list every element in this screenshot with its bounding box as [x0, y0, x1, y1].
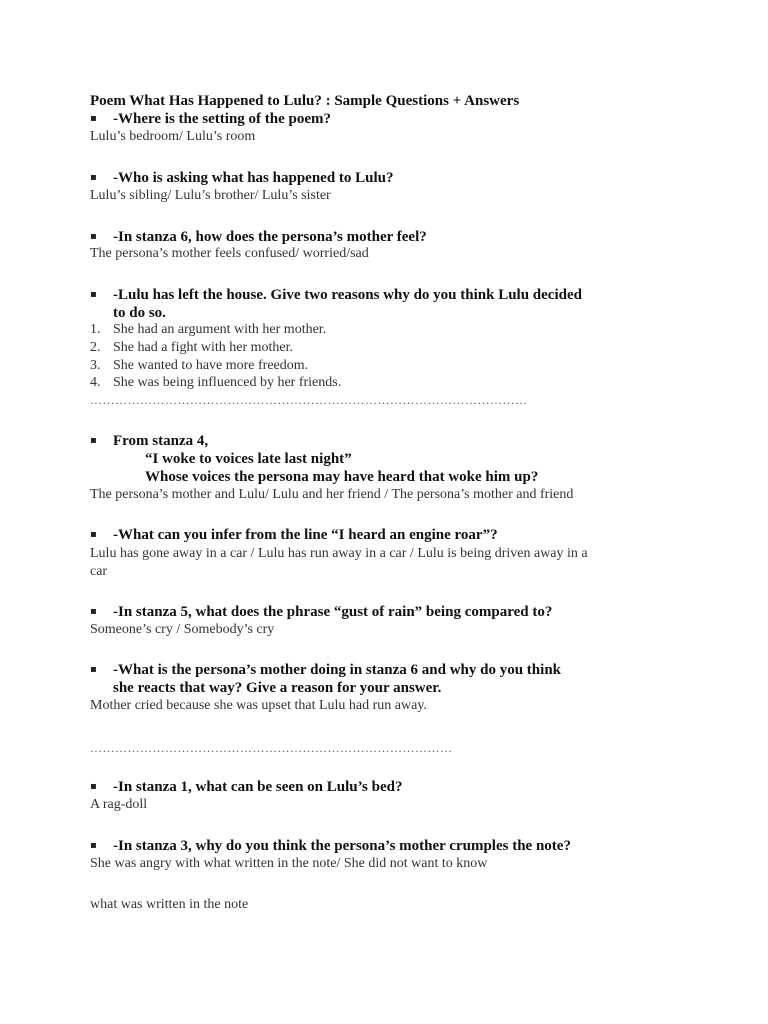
list-number: 3.: [90, 358, 101, 373]
list-number: 2.: [90, 340, 101, 355]
answer-3: The persona’s mother feels confused/ worried/sad: [90, 246, 369, 261]
list-item: She wanted to have more freedom.: [113, 358, 309, 373]
question-8-line-1: -What is the persona’s mother doing in stanza 6 and why do you think: [113, 662, 562, 678]
document-title: Poem What Has Happened to Lulu? : Sample Questions + Answers: [90, 93, 520, 109]
answer-6-line-1: Lulu has gone away in a car / Lulu has run away in a car / Lulu is being driven away in a: [90, 546, 588, 561]
answer-9: A rag-doll: [90, 797, 148, 812]
bullet-icon: ▪: [90, 840, 97, 851]
bullet-icon: ▪: [90, 435, 97, 446]
answer-2: Lulu’s sibling/ Lulu’s brother/ Lulu’s sister: [90, 188, 331, 203]
bullet-icon: ▪: [90, 606, 97, 617]
question-9: -In stanza 1, what can be seen on Lulu’s bed?: [113, 779, 403, 795]
bullet-icon: ▪: [90, 289, 97, 300]
question-4-line-1: -Lulu has left the house. Give two reasons why do you think Lulu decided: [113, 287, 582, 303]
question-2: -Who is asking what has happened to Lulu?: [113, 170, 394, 186]
list-item: She had an argument with her mother.: [113, 322, 327, 337]
bullet-icon: ▪: [90, 172, 97, 183]
question-5-quote: “I woke to voices late last night”: [145, 451, 352, 467]
answer-1: Lulu’s bedroom/ Lulu’s room: [90, 129, 256, 144]
question-7: -In stanza 5, what does the phrase “gust of rain” being compared to?: [113, 604, 553, 620]
bullet-icon: ▪: [90, 231, 97, 242]
dotted-separator: ……………………………………………………………………………………………: [90, 393, 528, 407]
question-8-line-2: she reacts that way? Give a reason for your answer.: [113, 680, 442, 696]
bullet-icon: ▪: [90, 664, 97, 675]
question-1: -Where is the setting of the poem?: [113, 111, 332, 127]
list-number: 1.: [90, 322, 101, 337]
question-3: -In stanza 6, how does the persona’s mother feel?: [113, 229, 427, 245]
question-10: -In stanza 3, why do you think the persona’s mother crumples the note?: [113, 838, 571, 854]
answer-10-line-2: what was written in the note: [90, 897, 249, 912]
bullet-icon: ▪: [90, 113, 97, 124]
question-6: -What can you infer from the line “I heard an engine roar”?: [113, 527, 498, 543]
dotted-separator: ……………………………………………………………………………: [90, 741, 453, 755]
answer-5: The persona’s mother and Lulu/ Lulu and her friend / The persona’s mother and friend: [90, 487, 574, 502]
bullet-icon: ▪: [90, 781, 97, 792]
list-item: She was being influenced by her friends.: [113, 375, 342, 390]
answer-10-line-1: She was angry with what written in the note/ She did not want to know: [90, 856, 488, 871]
question-5-line-2: Whose voices the persona may have heard that woke him up?: [145, 469, 539, 485]
question-5: From stanza 4,: [113, 433, 209, 449]
answer-7: Someone’s cry / Somebody’s cry: [90, 622, 275, 637]
list-item: She had a fight with her mother.: [113, 340, 294, 355]
answer-8: Mother cried because she was upset that Lulu had run away.: [90, 698, 427, 713]
list-number: 4.: [90, 375, 101, 390]
question-4-line-2: to do so.: [113, 305, 166, 321]
answer-6-line-2: car: [90, 564, 108, 579]
bullet-icon: ▪: [90, 529, 97, 540]
